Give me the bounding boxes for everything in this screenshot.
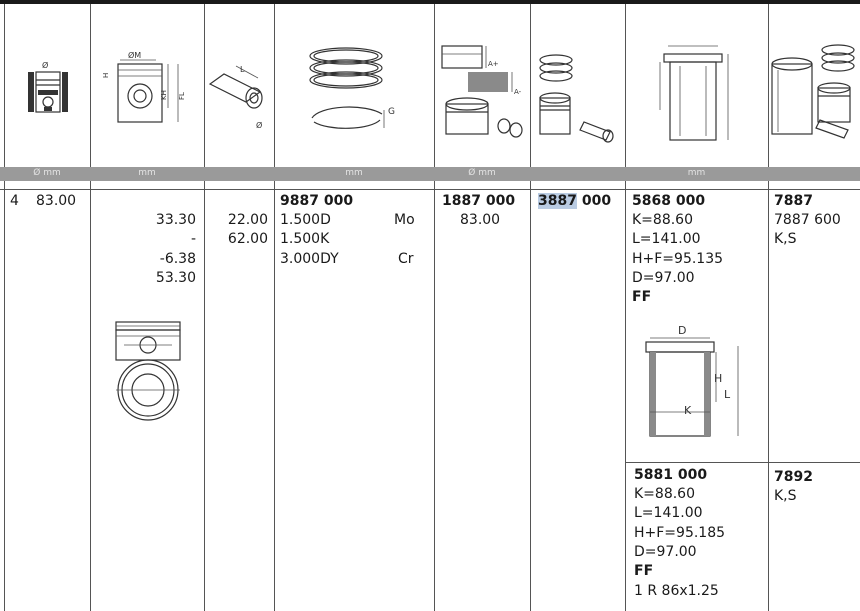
liner-spec: L=141.00 — [632, 231, 701, 247]
unit-label: mm — [138, 168, 156, 178]
liner-drawing-icon — [640, 322, 750, 442]
piston-pin-icon — [206, 62, 272, 132]
piston-with-rings-icon — [536, 50, 626, 146]
liner-extra: 1 R 86x1.25 — [634, 583, 719, 599]
liner-spec: D=97.00 — [632, 270, 695, 286]
svg-text:H: H — [102, 72, 110, 78]
column-divider — [530, 4, 531, 611]
ring-spec: 1.500D — [280, 212, 331, 228]
liner-spec: K=88.60 — [634, 486, 695, 502]
piston-diameter: 83.00 — [36, 193, 77, 209]
set-spec: K,S — [774, 488, 797, 504]
svg-text:FL: FL — [178, 92, 186, 100]
piston-dimension-icon — [98, 48, 198, 138]
rings-part-number: 9887 000 — [280, 193, 354, 209]
kit-part-number: 1887 000 — [442, 193, 516, 209]
liner-spec: K=88.60 — [632, 212, 693, 228]
column-divider — [768, 4, 769, 611]
unit-label: Ø mm — [468, 168, 496, 178]
liner-spec: H+F=95.185 — [634, 525, 726, 541]
liner-flag: FF — [632, 289, 652, 305]
liner-spec: H+F=95.135 — [632, 251, 724, 267]
liner-spec: L=141.00 — [634, 505, 703, 521]
svg-text:A-: A- — [514, 88, 522, 96]
svg-text:L: L — [240, 65, 245, 74]
dimension-value: 53.30 — [155, 270, 196, 286]
liner-flag: FF — [634, 563, 654, 579]
ring-spec: 3.000DY — [280, 251, 339, 267]
unit-label: mm — [345, 168, 363, 178]
liner-label-d: D — [678, 324, 687, 337]
liner-part-number: 5868 000 — [632, 193, 706, 209]
part-number-suffix: 000 — [576, 193, 612, 209]
column-divider — [274, 4, 275, 611]
row-divider — [0, 189, 860, 190]
dimension-value: - — [190, 231, 196, 247]
pin-value: 22.00 — [227, 212, 268, 228]
unit-label: Ø mm — [33, 168, 61, 178]
kit-diameter: 83.00 — [460, 212, 501, 228]
set-part-number: 7887 — [774, 193, 813, 209]
liner-label-k: K — [684, 404, 692, 417]
ring-material: Mo — [394, 212, 415, 228]
sub-row-divider — [625, 462, 860, 463]
svg-text:KH: KH — [160, 90, 168, 100]
svg-text:A+: A+ — [488, 60, 499, 68]
piston-rings-icon — [300, 44, 410, 136]
liner-part-number: 5881 000 — [634, 467, 708, 483]
set-spec: K,S — [774, 231, 797, 247]
svg-text:Ø: Ø — [256, 121, 263, 130]
column-divider — [204, 4, 205, 611]
top-border — [0, 0, 860, 4]
svg-text:Ø: Ø — [42, 61, 49, 70]
set-part-number: 7892 — [774, 469, 813, 485]
liner-set-icon — [770, 40, 858, 150]
ring-spec: 1.500K — [280, 231, 330, 247]
dimension-value: -6.38 — [159, 251, 196, 267]
svg-text:G: G — [388, 107, 395, 117]
liner-label-l: L — [724, 388, 731, 401]
piston-part-number[interactable] — [538, 192, 611, 210]
liner-kit-icon — [438, 42, 528, 146]
svg-text:ØM: ØM — [128, 51, 142, 60]
row-index: 4 — [10, 193, 19, 209]
piston-icon — [18, 60, 78, 130]
column-divider — [4, 4, 5, 611]
column-divider — [90, 4, 91, 611]
column-divider — [434, 4, 435, 611]
set-spec: 7887 600 — [774, 212, 841, 228]
cylinder-liner-icon — [650, 40, 740, 150]
piston-drawing-icon — [110, 318, 186, 424]
pin-value: 62.00 — [227, 231, 268, 247]
ring-material: Cr — [398, 251, 414, 267]
liner-label-h: H — [714, 372, 723, 385]
unit-label: mm — [687, 168, 706, 178]
highlighted-text[interactable]: 3887 — [538, 193, 577, 209]
liner-spec: D=97.00 — [634, 544, 697, 560]
dimension-value: 33.30 — [155, 212, 196, 228]
